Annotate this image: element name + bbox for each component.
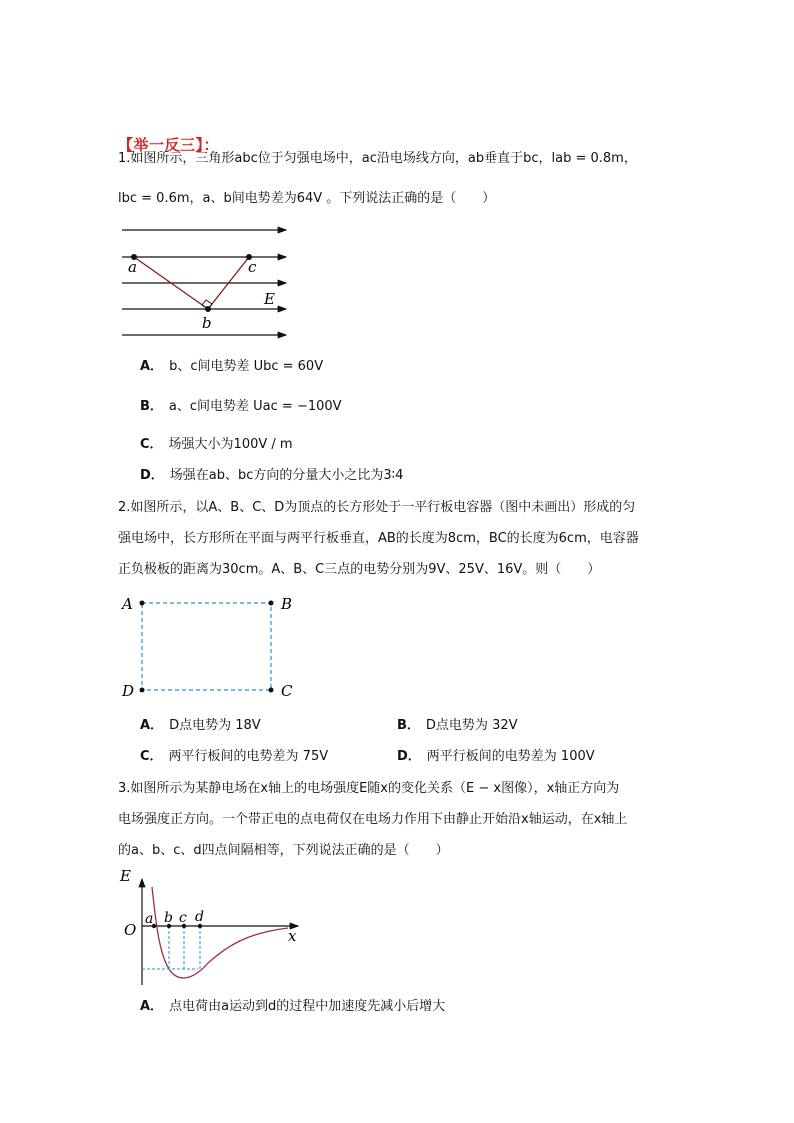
label-C: C — [281, 682, 293, 700]
q2-option-a[interactable]: A． D点电势为 18V — [140, 718, 261, 733]
q2-option-c[interactable]: C． 两平行板间的电势差为 75V — [140, 749, 329, 764]
label-a: a — [128, 258, 137, 276]
label-A: A — [122, 595, 133, 613]
q2-option-b[interactable]: B． D点电势为 32V — [397, 718, 518, 733]
rectangle-abcd — [142, 603, 271, 690]
section-heading: 【举一反三】： — [118, 136, 220, 154]
label-c: c — [248, 258, 257, 276]
q3-stem-line-1: 3.如图所示为某静电场在x轴上的电场强度E随x的变化关系（E − x图像），x轴正方向为 — [118, 781, 620, 796]
q1-option-c[interactable]: C． 场强大小为100V / m — [140, 437, 293, 452]
e-x-curve — [152, 887, 288, 978]
label-b: b — [202, 314, 212, 332]
label-O: O — [124, 921, 137, 939]
q1-option-b[interactable]: B． a、c间电势差 Uac = −100V — [140, 399, 342, 414]
label-E-axis: E — [120, 867, 131, 885]
label-a3: a — [145, 911, 154, 927]
q1-option-d[interactable]: D． 场强在ab、bc方向的分量大小之比为3∶4 — [140, 468, 404, 483]
q2-figure — [118, 592, 308, 702]
q2-stem-line-2: 强电场中，长方形所在平面与两平行板垂直，AB的长度为8cm，BC的长度为6cm，电容器 — [118, 531, 639, 546]
q3-figure — [118, 865, 308, 990]
label-c3: c — [179, 910, 187, 926]
q3-stem-line-3: 的a、b、c、d四点间隔相等，下列说法正确的是（ ） — [118, 843, 449, 858]
label-b3: b — [164, 910, 173, 926]
label-B: B — [281, 595, 293, 613]
q1-option-a[interactable]: A． b、c间电势差 Ubc = 60V — [140, 359, 324, 374]
q3-option-a[interactable]: A． 点电荷由a运动到d的过程中加速度先减小后增大 — [140, 999, 446, 1014]
label-d3: d — [195, 909, 204, 925]
label-x-axis: x — [288, 927, 297, 945]
label-D: D — [122, 682, 135, 700]
q2-stem-line-1: 2.如图所示，以A、B、C、D为顶点的长方形处于一平行板电容器（图中未画出）形成的匀 — [118, 500, 636, 515]
q3-stem-line-2: 电场强度正方向。一个带正电的点电荷仅在电场力作用下由静止开始沿x轴运动，在x轴上 — [118, 812, 628, 827]
q1-stem-line-1: 1.如图所示，三角形abc位于匀强电场中，ac沿电场线方向，ab垂直于bc，lab = 0.8m， — [118, 151, 637, 166]
label-E: E — [264, 290, 275, 308]
q2-stem-line-3: 正负极板的距离为30cm。A、B、C三点的电势分别为9V、25V、16V。则（ ） — [118, 562, 601, 577]
q2-option-d[interactable]: D． 两平行板间的电势差为 100V — [397, 749, 595, 764]
q1-figure — [118, 220, 298, 345]
guide-lines — [142, 926, 200, 969]
q1-stem-line-2: lbc = 0.6m，a、b间电势差为64V 。下列说法正确的是（ ） — [118, 191, 496, 206]
